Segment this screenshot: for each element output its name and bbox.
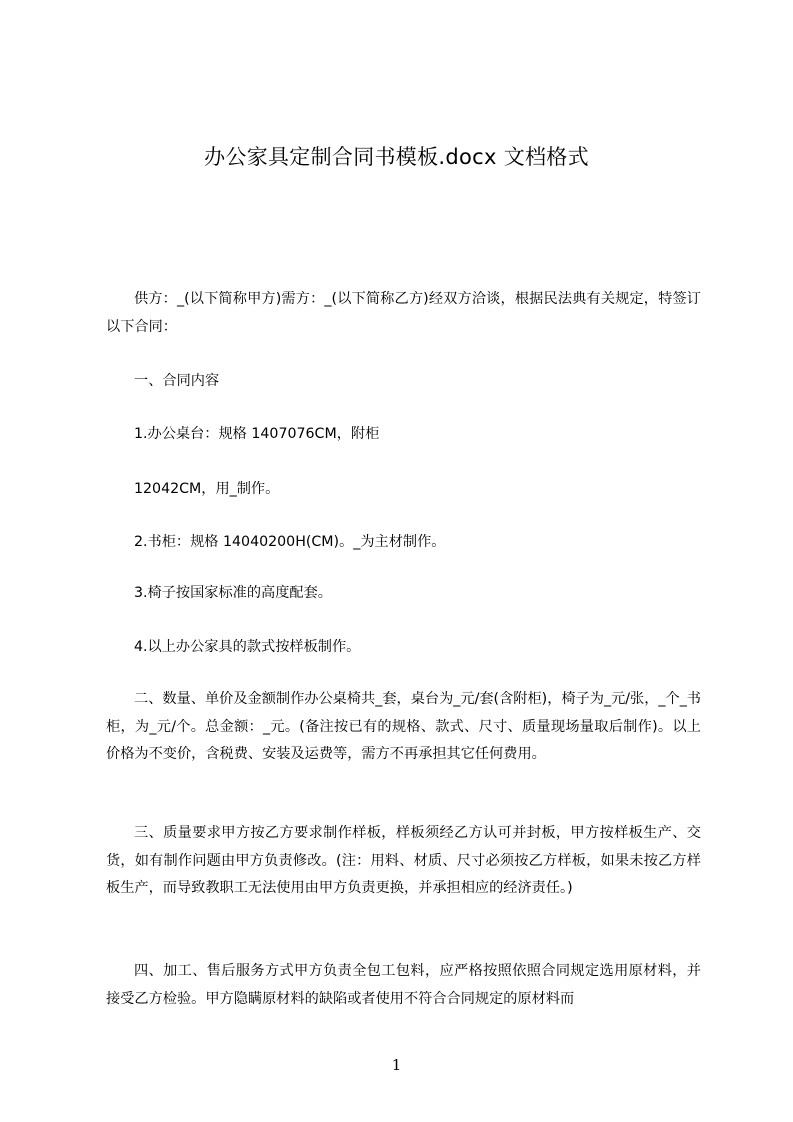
paragraph-desk-cabinet: 12042CM，用_制作。 [134,481,280,497]
paragraph-desk-spec: 1.办公桌台：规格 1407076CM，附柜 [134,426,380,442]
paragraph-quality-requirements: 三、质量要求甲方按乙方要求制作样板，样板须经乙方认可并封板，甲方按样板生产、交货，如有制作问题由甲方负责修改。(注：用料、材质、尺寸必须按乙方样板，如果未按乙方样板生产，而导致教职工无法使用由甲方负责更换，并承担相应的经济责任。) [106,825,701,896]
document-title: 办公家具定制合同书模板.docx 文档格式 [204,145,589,169]
section-heading-contract-content: 一、合同内容 [134,373,220,389]
paragraph-style-note: 4.以上办公家具的款式按样板制作。 [134,639,361,655]
paragraph-chair-spec: 3.椅子按国家标准的高度配套。 [134,585,332,601]
paragraph-processing-service: 四、加工、售后服务方式甲方负责全包工包料，应严格按照依照合同规定选用原材料，并接受乙方检验。甲方隐瞒原材料的缺陷或者使用不符合合同规定的原材料而 [106,963,701,1007]
page-number: 1 [391,1056,402,1074]
paragraph-bookcase-spec: 2.书柜：规格 14040200H(CM)。_为主材制作。 [134,534,446,550]
paragraph-parties: 供方：_(以下简称甲方)需方：_(以下简称乙方)经双方洽谈，根据民法典有关规定，特签订以下合同： [106,291,701,335]
paragraph-quantity-price: 二、数量、单价及金额制作办公桌椅共_套，桌台为_元/套(含附柜)，椅子为_元/张，_个_书柜，为_元/个。总金额：_元。(备注按已有的规格、款式、尺寸、质量现场量取后制作)。以上价格为不变价，含税费、安装及运费等，需方不再承担其它任何费用。 [106,691,701,762]
